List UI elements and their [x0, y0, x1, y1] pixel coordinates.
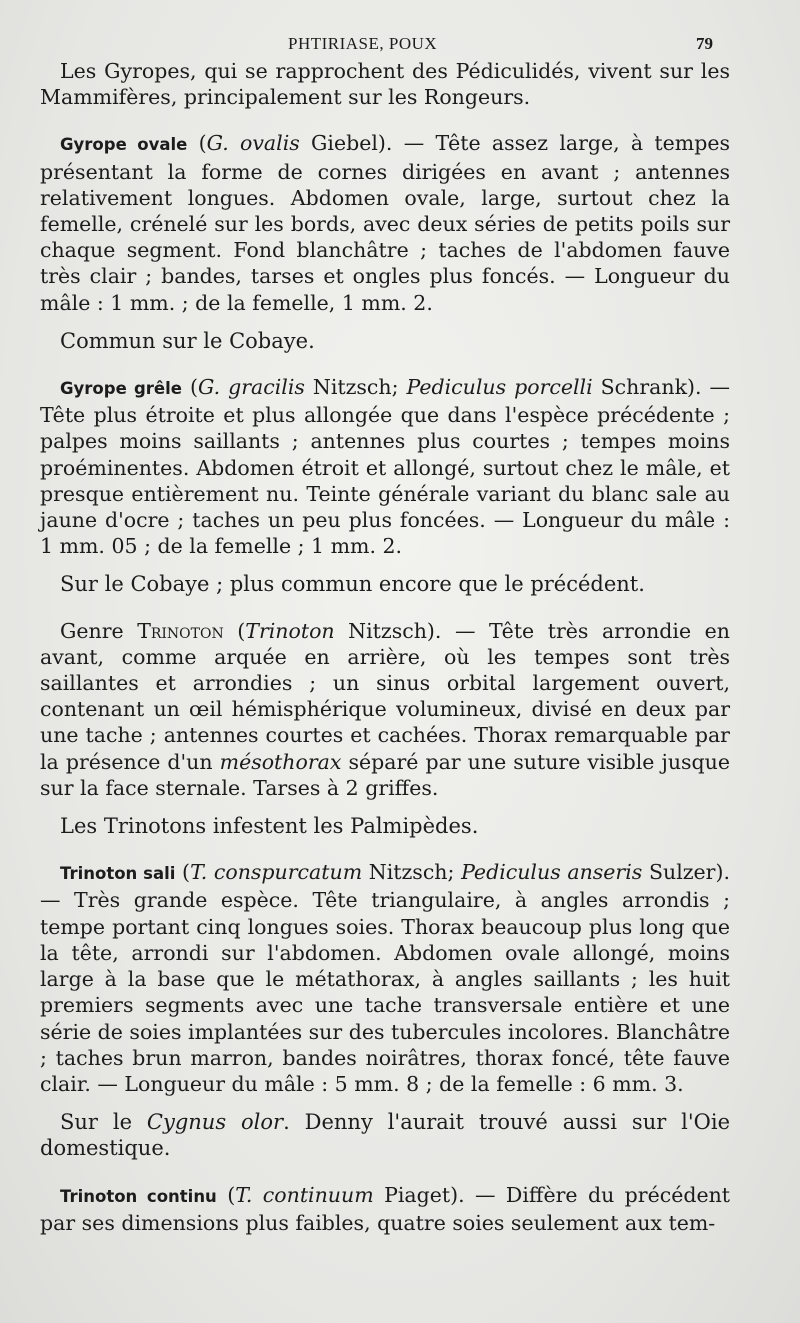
text-run: (: [223, 618, 246, 643]
entry-gyrope-ovale: [40, 130, 730, 315]
entry-trinoton-continu: [40, 1182, 730, 1236]
page-number: 79: [696, 34, 713, 53]
habitat-trinoton: Les Trinotons infestent les Palmipèdes.: [60, 814, 479, 839]
scientific-name: Trinoton: [245, 618, 335, 643]
entry-gyrope-grele: [40, 374, 730, 559]
genus-name: Trinoton: [137, 618, 224, 643]
entry-genre-trinoton: [40, 618, 730, 801]
entry-trinoton-sali: [40, 859, 730, 1097]
paragraph-gyropes-intro: Les Gyropes, qui se rapprochent des Pédiculidés, vivent sur les Mammifères, principalement sur les Rongeurs.: [40, 59, 730, 110]
scientific-name: T. conspurcatum: [190, 860, 363, 885]
habitat-trinoton-sali: [40, 1109, 730, 1161]
scientific-name: Pediculus anseris: [461, 860, 643, 885]
page-header: [40, 28, 730, 58]
habitat-gyrope-ovale: Commun sur le Cobaye.: [60, 328, 315, 353]
text-run: Nitzsch;: [362, 860, 462, 885]
running-title: PHTIRIASE, POUX: [288, 34, 438, 53]
species-name: Trinoton sali: [60, 864, 176, 884]
text-run: Schrank). — Tête plus étroite et plus allongée que dans l'espèce précédente ; palpes moins saillants ; antennes plus courtes ; tempes moins proéminentes. Abdomen étroit et allongé, surtout chez le mâle, et presque entièrement nu. Teinte générale variant du blanc sale au jaune d'ocre ; taches un peu plus foncées. — Longueur du mâle : 1 mm. 05 ; de la femelle ; 1 mm. 2.: [40, 375, 731, 559]
scientific-name: G. ovalis: [206, 131, 300, 156]
species-name: Gyrope ovale: [60, 135, 188, 155]
text-run: (: [216, 1182, 236, 1207]
scientific-name: Cygnus olor: [146, 1110, 284, 1135]
text-run: (: [175, 860, 191, 885]
species-name: Trinoton continu: [60, 1186, 217, 1206]
scientific-name: G. gracilis: [197, 375, 305, 400]
text-run: Sur le: [60, 1110, 147, 1135]
habitat-gyrope-grele: Sur le Cobaye ; plus commun encore que le précédent.: [60, 572, 645, 597]
text-run: Genre: [60, 618, 138, 643]
text-run: (: [181, 375, 198, 400]
text-run: Sulzer). — Très grande espèce. Tête triangulaire, à angles arrondis ; tempe portant cinq longues soies. Thorax beaucoup plus long que la tête, arrondi sur l'abdomen. Abdomen ovale allongé, moins large à la base que le métathorax, à angles saillants ; les huit premiers segments avec une tache transversale entière et une série de soies implantées sur des tubercules incolores. Blanchâtre ; taches brun marron, bandes noirâtres, thorax foncé, tête fauve clair. — Longueur du mâle : 5 mm. 8 ; de la femelle : 6 mm. 3.: [40, 860, 730, 1096]
text-run: Nitzsch). — Tête très arrondie en avant, comme arquée en arrière, où les tempes sont très saillantes et arrondies ; un sinus orbital largement ouvert, contenant un œil hémisphérique volumineux, divisé en deux par une tache ; antennes courtes et cachées. Thorax remarquable par la présence d'un: [40, 618, 730, 774]
text-run: Nitzsch;: [304, 375, 407, 400]
text-run: Piaget). — Diffère du précédent par ses dimensions plus faibles, quatre soies seulement aux tem-: [40, 1182, 731, 1235]
text-run: (: [187, 131, 207, 156]
text-run: . Denny l'aurait trouvé aussi sur l'Oie domestique.: [40, 1110, 731, 1161]
scientific-name: mésothorax: [219, 749, 342, 774]
scientific-name: Pediculus porcelli: [406, 375, 593, 400]
species-name: Gyrope grêle: [60, 379, 182, 399]
scientific-name: T. continuum: [235, 1182, 374, 1207]
text-run: séparé par une suture visible jusque sur la face sternale. Tarses à 2 griffes.: [40, 749, 731, 800]
text-run: Giebel). — Tête assez large, à tempes présentant la forme de cornes dirigées en avant ; antennes relativement longues. Abdomen ovale, large, surtout chez la femelle, crénelé sur les bords, avec deux séries de petits poils sur chaque segment. Fond blanchâtre ; taches de l'abdomen fauve très clair ; bandes, tarses et ongles plus foncés. — Longueur du mâle : 1 mm. ; de la femelle, 1 mm. 2.: [40, 131, 730, 315]
